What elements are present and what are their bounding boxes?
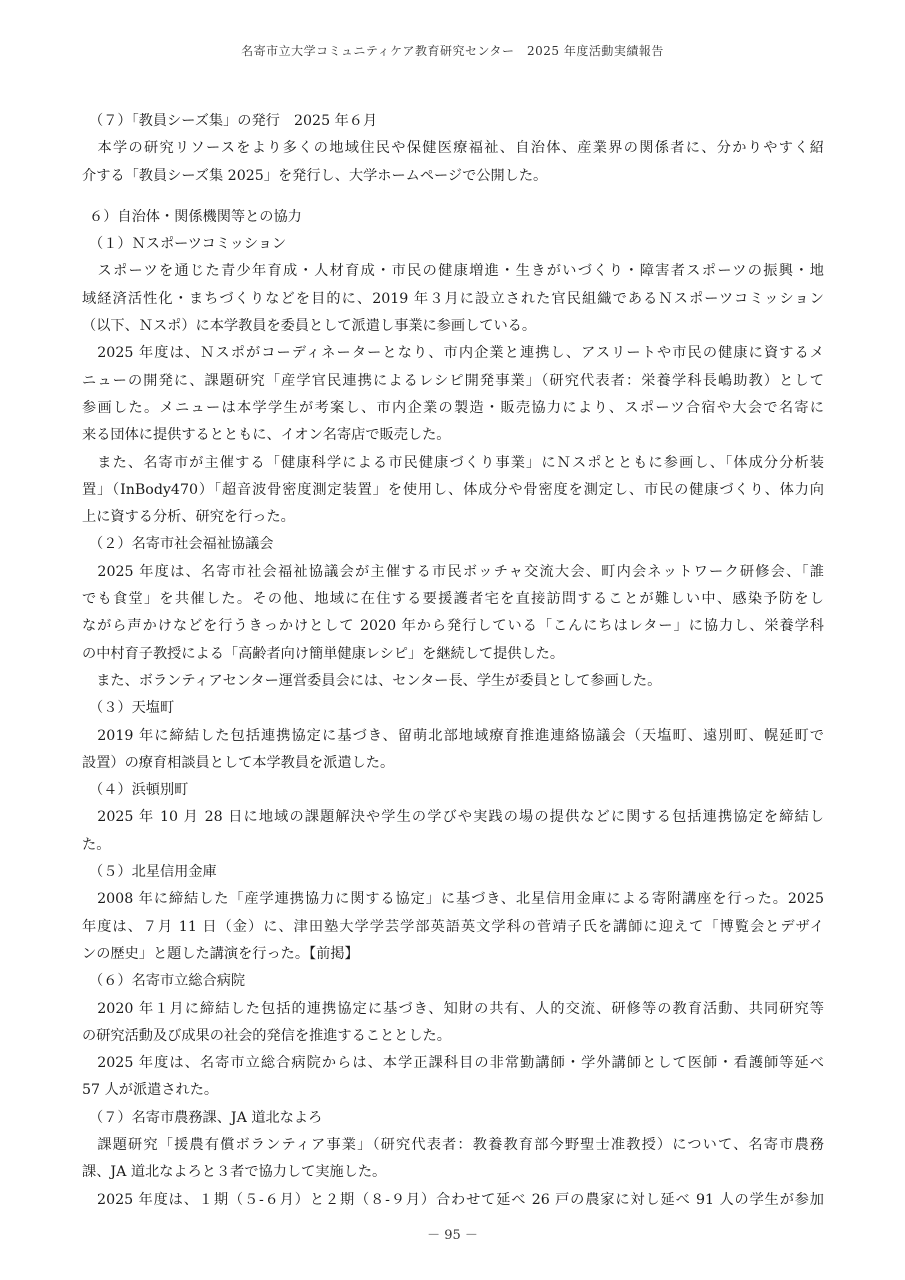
paragraph — [82, 886, 824, 968]
section-heading: （７）名寄市農務課、JA 道北なよろ — [89, 1109, 323, 1126]
section-heading: （２）名寄市社会福祉協議会 — [89, 536, 274, 553]
paragraph-line: 設置）の療育相談員として本学教員を派遣した。 — [82, 754, 395, 771]
section-heading: （７）「教員シーズ集」の発行 2025 年６月 — [89, 113, 378, 129]
paragraph-line: 2025 年度は、名寄市社会福祉協議会が主催する市民ボッチャ交流大会、町内会ネットワーク研修会、「誰 — [82, 563, 824, 580]
section-heading: ６）自治体・関係機関等との協力 — [89, 208, 302, 225]
paragraph-line: 課、JA 道北なよろと３者で協力して実施した。 — [82, 1164, 387, 1181]
paragraph-line: 年度は、７月 11 日（金）に、津田塾大学学芸学部英語英文学科の菅靖子氏を講師に迎えて「博覧会とデザイ — [82, 918, 824, 935]
paragraph-line: ニューの開発に、課題研究「産学官民連携によるレシピ開発事業」（研究代表者：栄養学科長嶋助教）として — [82, 372, 824, 389]
paragraph-line: の中村育子教授による「高齢者向け簡単健康レシピ」を継続して提供した。 — [82, 645, 565, 662]
section-heading: （３）天塩町 — [89, 700, 175, 717]
paragraph — [82, 1050, 824, 1105]
paragraph — [82, 559, 824, 668]
paragraph-line: でも食堂」を共催した。その他、地域に在住する要援護者宅を直接訪問することが難しい中、感染予防をし — [82, 591, 824, 608]
paragraph-line: 57 人が派遣された。 — [82, 1082, 219, 1099]
paragraph-line: ンの歴史」と題した講演を行った。【前掲】 — [82, 945, 359, 962]
paragraph — [82, 1132, 824, 1187]
paragraph-line: 2019 年に締結した包括連携協定に基づき、留萌北部地域療育推進連絡協議会（天塩町、遠別町、幌延町で — [82, 727, 824, 744]
paragraph — [82, 258, 824, 340]
paragraph-line: スポーツを通じた青少年育成・人材育成・市民の健康増進・生きがいづくり・障害者スポーツの振興・地 — [82, 263, 824, 280]
section-gap — [82, 190, 824, 204]
section-heading: （４）浜頓別町 — [89, 782, 189, 799]
paragraph-line: 2008 年に締結した「産学連携協力に関する協定」に基づき、北星信用金庫による寄附講座を行った。2025 — [82, 891, 824, 908]
document-body — [82, 108, 824, 1214]
paragraph — [82, 723, 824, 778]
paragraph-line: 本学の研究リソースをより多くの地域住民や保健医療福祉、自治体、産業界の関係者に、分かりやすく紹 — [82, 140, 824, 157]
paragraph — [82, 340, 824, 449]
paragraph-line: （以下、Ｎスポ）に本学教員を委員として派遣し事業に参画している。 — [82, 318, 537, 335]
paragraph-line: 域経済活性化・まちづくりなどを目的に、2019 年３月に設立された官民組織であるＮスポーツコミッション — [82, 290, 824, 307]
paragraph — [82, 450, 824, 532]
page-number: － 95 － — [427, 1228, 478, 1243]
paragraph-line: 2025 年 10 月 28 日に地域の課題解決や学生の学びや実践の場の提供などに関する包括連携協定を締結し — [82, 809, 824, 826]
paragraph-line: 2025 年度は、Ｎスポがコーディネーターとなり、市内企業と連携し、アスリートや市民の健康に資するメ — [82, 345, 824, 362]
paragraph — [82, 1187, 824, 1214]
paragraph — [82, 668, 824, 695]
paragraph-line: また、名寄市が主催する「健康科学による市民健康づくり事業」にＮスポとともに参画し、「体成分分析装 — [82, 454, 824, 471]
paragraph-line: 介する「教員シーズ集 2025」を発行し、大学ホームページで公開した。 — [82, 167, 548, 184]
running-header: 名寄市立大学コミュニティケア教育研究センター 2025 年度活動実績報告 — [241, 44, 664, 58]
paragraph-line: 2025 年度は、名寄市立総合病院からは、本学正課科目の非常勤講師・学外講師として医師・看護師等延べ — [82, 1055, 824, 1072]
section-heading: （６）名寄市立総合病院 — [89, 973, 246, 990]
section-heading: （５）北星信用金庫 — [89, 864, 217, 881]
paragraph — [82, 135, 824, 190]
paragraph-line: た。 — [82, 836, 111, 853]
paragraph-line: また、ボランティアセンター運営委員会には、センター長、学生が委員として参画した。 — [82, 672, 662, 689]
paragraph-line: 参画した。メニューは本学学生が考案し、市内企業の製造・販売協力により、スポーツ合宿や大会で名寄に — [82, 399, 824, 416]
paragraph-line: の研究活動及び成果の社会的発信を推進することとした。 — [82, 1027, 451, 1044]
paragraph — [82, 804, 824, 859]
paragraph-line: 来る団体に提供するとともに、イオン名寄店で販売した。 — [82, 427, 451, 444]
paragraph-line: 上に資する分析、研究を行った。 — [82, 509, 295, 526]
paragraph-line: ながら声かけなどを行うきっかけとして 2020 年から発行している「こんにちはレター」に協力し、栄養学科 — [82, 618, 824, 635]
paragraph-line: 課題研究「援農有償ボランティア事業」（研究代表者：教養教育部今野聖士准教授）について、名寄市農務 — [82, 1136, 824, 1153]
section-heading: （１）Ｎスポーツコミッション — [89, 236, 287, 253]
paragraph — [82, 996, 824, 1051]
paragraph-line: 置」（InBody470）「超音波骨密度測定装置」を使用し、体成分や骨密度を測定し、市民の健康づくり、体力向 — [82, 481, 824, 498]
paragraph-line: 2025 年度は、１期（５-６月）と２期（８-９月）合わせて延べ 26 戸の農家に対し延べ 91 人の学生が参加 — [82, 1191, 824, 1208]
paragraph-line: 2020 年１月に締結した包括的連携協定に基づき、知財の共有、人的交流、研修等の教育活動、共同研究等 — [82, 1000, 824, 1017]
